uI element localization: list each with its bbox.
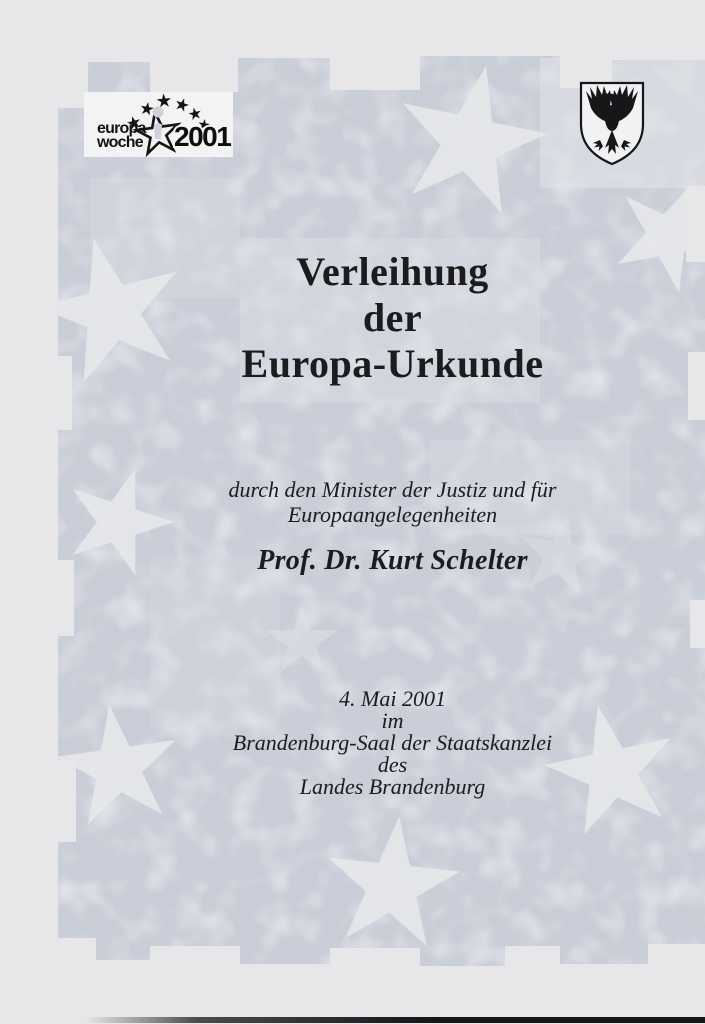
event-venue: Brandenburg-Saal der Staatskanzlei — [232, 730, 553, 755]
event-connector: des — [377, 752, 408, 777]
logo-word-europa: europa — [97, 120, 146, 137]
scan-edge-artifact — [86, 1017, 705, 1023]
event-date: 4. Mai 2001 — [339, 686, 446, 711]
presenter-intro-line-1: durch den Minister der Justiz und für — [228, 477, 557, 502]
logo-word-woche: woche — [97, 134, 143, 151]
title-line-1: Verleihung — [296, 249, 489, 294]
europa-woche-logo — [84, 92, 233, 157]
presenter-intro-line-2: Europaangelegenheiten — [287, 502, 498, 527]
presenter-intro — [80, 477, 705, 527]
event-region: Landes Brandenburg — [299, 774, 486, 799]
presenter-name: Prof. Dr. Kurt Schelter — [257, 545, 528, 576]
event-details — [80, 688, 705, 798]
title-line-2: der — [362, 295, 423, 340]
brandenburg-coat-of-arms-icon — [576, 78, 648, 170]
page-title — [80, 249, 705, 387]
event-preposition: im — [381, 708, 404, 733]
logo-year: 2001 — [174, 121, 231, 152]
title-line-3: Europa-Urkunde — [241, 341, 544, 386]
